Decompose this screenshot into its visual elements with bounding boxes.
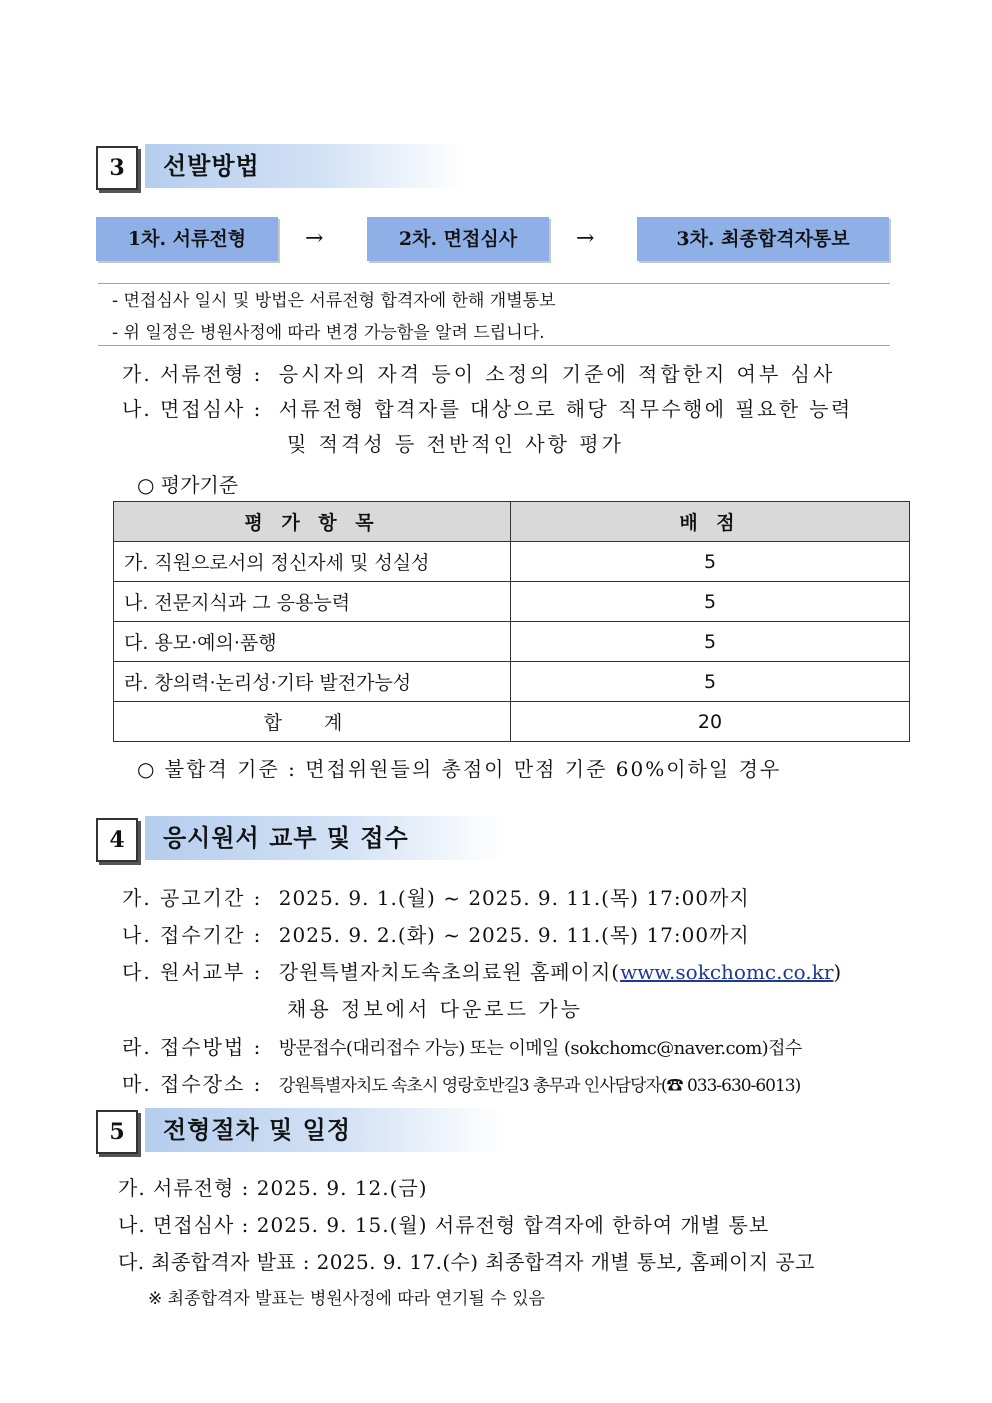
header-score: 배 점 xyxy=(511,502,910,542)
row-score: 5 xyxy=(511,622,910,662)
item-label: 가. 서류전형 : xyxy=(122,362,263,386)
section-5-number: 5 xyxy=(96,1110,138,1154)
item-text: 2025. 9. 2.(화) ~ 2025. 9. 11.(목) 17:00까지 xyxy=(278,923,750,947)
stage-1-box: 1차. 서류전형 xyxy=(96,217,278,261)
item-interview-cont: 및 적격성 등 전반적인 사항 평가 xyxy=(287,432,624,456)
divider-line xyxy=(98,345,890,346)
item-label: 다. 원서교부 : xyxy=(122,960,263,984)
table-row xyxy=(114,582,910,622)
table-row xyxy=(114,542,910,582)
item-interview xyxy=(122,393,853,422)
section-4-title: 응시원서 교부 및 접수 xyxy=(145,816,503,860)
item-label: 라. 접수방법 : xyxy=(122,1035,263,1059)
item-text: 강원특별자치도속초의료원 홈페이지( xyxy=(278,960,621,984)
item-receipt-place xyxy=(122,1068,800,1097)
item-form-distribution xyxy=(122,956,841,985)
table-total-row xyxy=(114,702,910,742)
schedule-note: ※ 최종합격자 발표는 병원사정에 따라 연기될 수 있음 xyxy=(148,1289,545,1309)
table-header-row xyxy=(114,502,910,542)
item-text: 방문접수(대리접수 가능) 또는 이메일 (sokchomc@naver.com)접수 xyxy=(278,1038,802,1059)
item-text: 강원특별자치도 속초시 영랑호반길3 총무과 인사담당자(☎ 033-630-6013) xyxy=(278,1076,801,1096)
item-text: 응시자의 자격 등이 소정의 기준에 적합한지 여부 심사 xyxy=(278,362,836,386)
row-item: 나. 전문지식과 그 응용능력 xyxy=(114,582,511,622)
row-score: 5 xyxy=(511,542,910,582)
item-text-end: ) xyxy=(833,960,842,984)
header-item: 평 가 항 목 xyxy=(114,502,511,542)
divider-line xyxy=(98,283,890,284)
note-line-1: - 면접심사 일시 및 방법은 서류전형 합격자에 한해 개별통보 xyxy=(112,291,556,311)
item-label: 마. 접수장소 : xyxy=(122,1072,263,1096)
table-row xyxy=(114,622,910,662)
item-label: 나. 접수기간 : xyxy=(122,923,263,947)
item-text: 2025. 9. 1.(월) ~ 2025. 9. 11.(목) 17:00까지 xyxy=(278,886,750,910)
arrow-icon: → xyxy=(576,226,595,251)
schedule-final-announcement: 다. 최종합격자 발표 : 2025. 9. 17.(수) 최종합격자 개별 통보, 홈페이지 공고 xyxy=(118,1250,815,1274)
row-item: 다. 용모·예의·품행 xyxy=(114,622,511,662)
section-5-title: 전형절차 및 일정 xyxy=(145,1108,503,1152)
stage-2-box: 2차. 면접심사 xyxy=(367,217,549,261)
item-label: 가. 공고기간 : xyxy=(122,886,263,910)
total-score: 20 xyxy=(511,702,910,742)
homepage-link[interactable]: www.sokchomc.co.kr xyxy=(620,960,834,984)
item-document-screening xyxy=(122,358,835,387)
item-notice-period xyxy=(122,882,750,911)
item-label: 나. 면접심사 : xyxy=(122,397,263,421)
item-receipt-method xyxy=(122,1031,802,1060)
note-line-2: - 위 일정은 병원사정에 따라 변경 가능함을 알려 드립니다. xyxy=(112,323,545,343)
row-item: 라. 창의력·논리성·기타 발전가능성 xyxy=(114,662,511,702)
fail-criteria: ○ 불합격 기준 : 면접위원들의 총점이 만점 기준 60%이하일 경우 xyxy=(137,757,782,781)
table-row xyxy=(114,662,910,702)
schedule-interview: 나. 면접심사 : 2025. 9. 15.(월) 서류전형 합격자에 한하여 개별 통보 xyxy=(118,1213,770,1237)
item-form-distribution-cont: 채용 정보에서 다운로드 가능 xyxy=(287,997,583,1021)
schedule-document-screening: 가. 서류전형 : 2025. 9. 12.(금) xyxy=(118,1176,428,1200)
item-text: 서류전형 합격자를 대상으로 해당 직무수행에 필요한 능력 xyxy=(278,397,853,421)
evaluation-table xyxy=(113,501,910,742)
stage-3-box: 3차. 최종합격자통보 xyxy=(637,217,889,261)
total-label: 합 계 xyxy=(114,702,511,742)
row-score: 5 xyxy=(511,662,910,702)
row-score: 5 xyxy=(511,582,910,622)
section-3-title: 선발방법 xyxy=(145,144,463,188)
criteria-heading: ○ 평가기준 xyxy=(137,473,239,497)
item-receipt-period xyxy=(122,919,750,948)
row-item: 가. 직원으로서의 정신자세 및 성실성 xyxy=(114,542,511,582)
arrow-icon: → xyxy=(305,226,324,251)
section-4-number: 4 xyxy=(96,818,138,862)
section-3-number: 3 xyxy=(96,146,138,190)
